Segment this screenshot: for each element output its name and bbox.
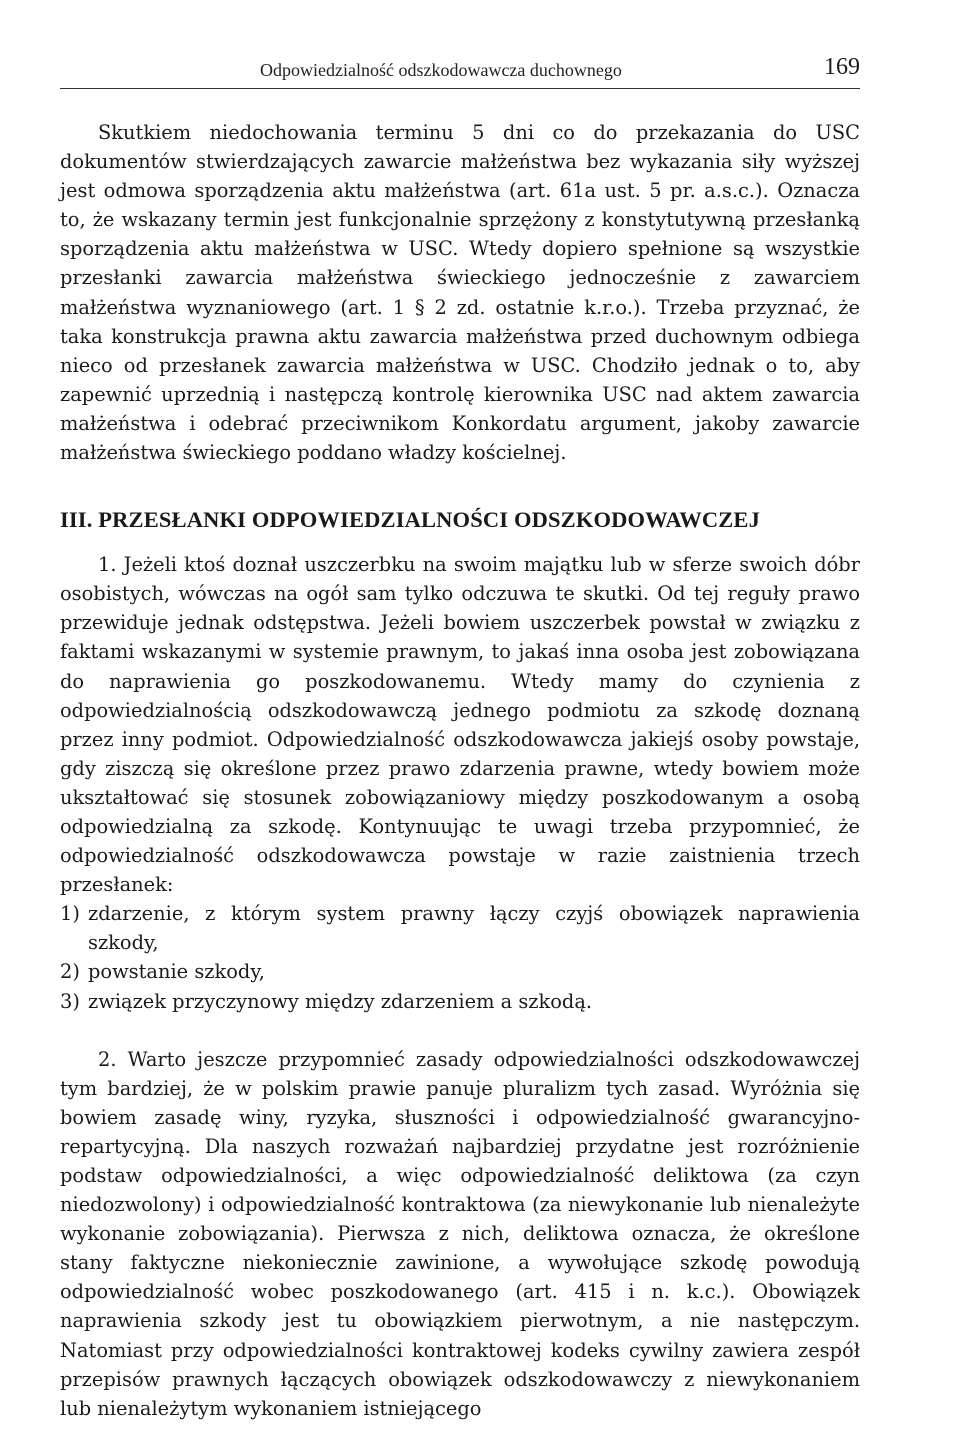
paragraph-liability-basics: 1. Jeżeli ktoś doznał uszczerbku na swoim majątku lub w sferze swoich dóbr osobistych, wówczas na ogół sam tylko odczuwa te skutki. Od tej reguły prawo przewiduje jednak odstępstwa. Jeżeli bowiem uszczerbek powstał w związku z faktami wskazanymi w systemie prawnym, to jakaś inna osoba jest zobowiązana do naprawienia go poszkodowanemu. Wtedy mamy do czynienia z odpowiedzialnością odszkodowawczą jednego podmiotu za szkodę doznaną przez inny podmiot. Odpowiedzialność odszkodowawcza jakiejś osoby powstaje, gdy ziszczą się określone przez prawo zdarzenia prawne, wtedy bowiem może ukształtować się stosunek zobowiązaniowy między poszkodowanym a osobą odpowiedzialną za szkodę. Kontynuując te uwagi trzeba przypomnieć, że odpowiedzialność odszkodowawcza powstaje w razie zaistnienia trzech przesłanek: xyxy=(60,553,860,897)
paragraph-liability-principles: 2. Warto jeszcze przypomnieć zasady odpowiedzialności odszkodowawczej tym bardziej, że w polskim prawie panuje pluralizm tych zasad. Wyróżnia się bowiem zasadę winy, ryzyka, słuszności i odpowiedzialność gwarancyjno-repartycyjną. Dla naszych rozważań najbardziej przydatne jest rozróżnienie podstaw odpowiedzialności, a więc odpowiedzialność deliktowa (za czyn niedozwolony) i odpowiedzialność kontraktowa (za niewykonanie lub nienależyte wykonanie zobowiązania). Pierwsza z nich, deliktowa oznacza, że określone stany faktyczne niekoniecznie zawinione, a wywołujące szkodę powodują odpowiedzialność wobec poszkodowanego (art. 415 i n. k.c.). Obowiązek naprawienia szkody jest tu obowiązkiem pierwotnym, a nie następczym. Natomiast przy odpowiedzialności kontraktowej kodeks cywilny zawiera zespół przepisów prawnych łączących obowiązek odszkodowawczy z niewykonaniem lub nienależytym wykonaniem istniejącego xyxy=(60,1047,860,1420)
page-number: 169 xyxy=(824,54,860,80)
paragraph-spacer xyxy=(60,1016,860,1045)
list-marker: 3) xyxy=(60,989,80,1013)
list-item-text: związek przyczynowy między zdarzeniem a szkodą. xyxy=(88,989,593,1013)
page-body xyxy=(60,118,860,1423)
list-item xyxy=(60,957,860,986)
conditions-list xyxy=(60,899,860,1015)
list-item-text: powstanie szkody, xyxy=(88,960,265,984)
running-title: Odpowiedzialność odszkodowawcza duchownego xyxy=(260,60,622,80)
list-item-text: zdarzenie, z którym system prawny łączy czyjś obowiązek naprawienia szkody, xyxy=(88,902,860,955)
list-marker: 1) xyxy=(60,902,80,926)
paragraph-usc-deadline: Skutkiem niedochowania terminu 5 dni co do przekazania do USC dokumentów stwierdzających zawarcie małżeństwa bez wykazania siły wyższej jest odmowa sporządzenia aktu małżeństwa (art. 61a ust. 5 pr. a.s.c.). Oznacza to, że wskazany termin jest funkcjonalnie sprzężony z konstytutywną przesłanką sporządzenia aktu małżeństwa w USC. Wtedy dopiero spełnione są wszystkie przesłanki zawarcia małżeństwa świeckiego jednocześnie z zawarciem małżeństwa wyznaniowego (art. 1 § 2 zd. ostatnie k.r.o.). Trzeba przyznać, że taka konstrukcja prawna aktu zawarcia małżeństwa przed duchownym odbiega nieco od przesłanek zawarcia małżeństwa w USC. Chodziło jednak o to, aby zapewnić uprzednią i następczą kontrolę kierownika USC nad aktem zawarcia małżeństwa i odebrać przeciwnikom Konkordatu argument, jakoby zawarcie małżeństwa świeckiego poddano władzy kościelnej. xyxy=(60,121,860,465)
list-marker: 2) xyxy=(60,960,80,984)
section-heading: III. PRZESŁANKI ODPOWIEDZIALNOŚCI ODSZKODOWAWCZEJ xyxy=(60,507,760,533)
list-item xyxy=(60,899,860,957)
list-item xyxy=(60,987,860,1016)
running-header xyxy=(60,48,860,89)
